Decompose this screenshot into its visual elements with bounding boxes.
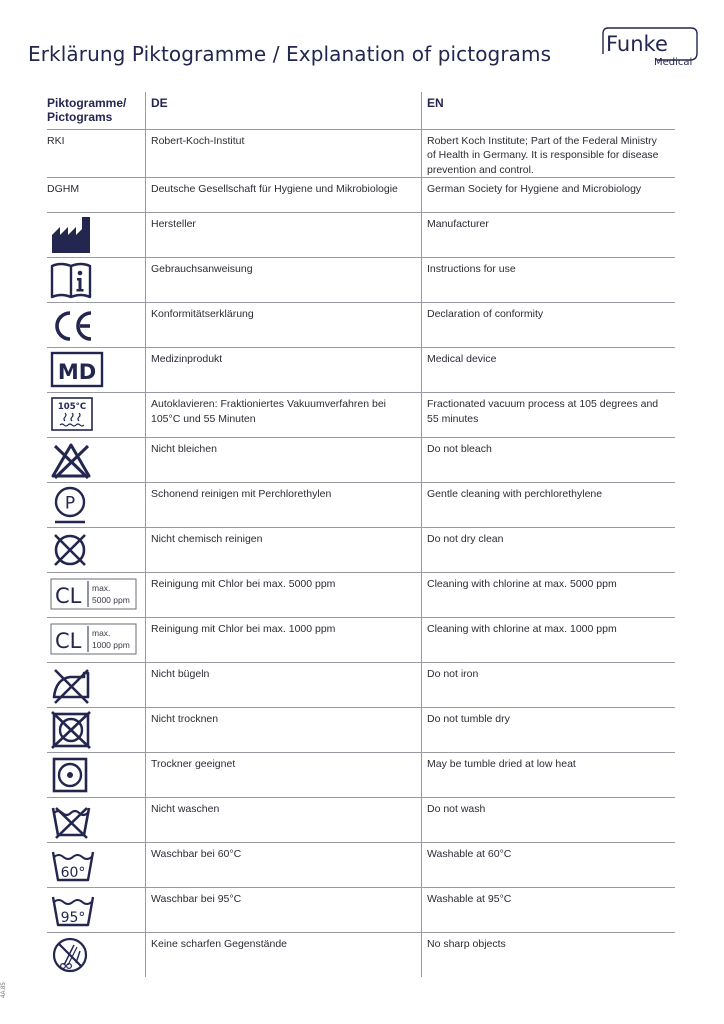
- chlorine-5000-icon: [50, 575, 140, 615]
- wash-95-icon: [50, 890, 98, 930]
- do-not-wash-icon: [50, 800, 94, 840]
- header-de: DE: [146, 92, 422, 129]
- de-cell: Nicht chemisch reinigen: [146, 528, 422, 573]
- de-cell: Keine scharfen Gegenstände: [146, 933, 422, 977]
- svg-text:105°C: 105°C: [57, 402, 87, 413]
- de-cell: Konformitätserklärung: [146, 303, 422, 348]
- pictogram-cell: [47, 708, 146, 753]
- de-cell: Autoklavieren: Fraktioniertes Vakuumverfahren bei 105°C und 55 Minuten: [146, 393, 422, 438]
- no-sharp-objects-icon: [50, 935, 94, 975]
- en-cell: Cleaning with chlorine at max. 1000 ppm: [422, 618, 676, 663]
- pictogram-cell: [47, 798, 146, 843]
- de-cell: Waschbar bei 95°C: [146, 888, 422, 933]
- en-cell: Manufacturer: [422, 213, 676, 258]
- table-row: [47, 798, 675, 843]
- pictogram-cell: [47, 303, 146, 348]
- de-cell: Nicht bleichen: [146, 438, 422, 483]
- en-cell: Washable at 60°C: [422, 843, 676, 888]
- funke-medical-logo: [602, 27, 698, 67]
- table-row: [47, 393, 675, 438]
- de-cell: Waschbar bei 60°C: [146, 843, 422, 888]
- de-cell: Nicht bügeln: [146, 663, 422, 708]
- do-not-tumble-dry-icon: [50, 710, 94, 750]
- pictogram-cell: [47, 438, 146, 483]
- pictogram-cell: [47, 888, 146, 933]
- table-row: [47, 348, 675, 393]
- table-row: [47, 528, 675, 573]
- table-row: [47, 483, 675, 528]
- pictogram-cell: [47, 753, 146, 798]
- de-cell: Reinigung mit Chlor bei max. 1000 ppm: [146, 618, 422, 663]
- svg-text:max.: max.: [92, 628, 111, 639]
- de-cell: Nicht trocknen: [146, 708, 422, 753]
- table-row: [47, 663, 675, 708]
- header-pictogram: Piktogramme/ Pictograms: [47, 96, 127, 125]
- svg-text:95°: 95°: [60, 910, 86, 927]
- pictogram-cell: [47, 348, 146, 393]
- instructions-for-use-icon: [50, 260, 94, 300]
- autoclave-icon: [50, 395, 100, 435]
- en-cell: May be tumble dried at low heat: [422, 753, 676, 798]
- svg-text:60°: 60°: [60, 865, 86, 882]
- en-cell: Fractionated vacuum process at 105 degrees and 55 minutes: [422, 393, 676, 438]
- pictogram-cell: [47, 663, 146, 708]
- table-row: [47, 843, 675, 888]
- en-cell: Robert Koch Institute; Part of the Federal Ministry of Health in Germany. It is responsible for disease prevention and control.: [422, 129, 676, 177]
- pictogram-cell: [47, 933, 146, 977]
- en-cell: Washable at 95°C: [422, 888, 676, 933]
- svg-text:P: P: [64, 493, 76, 514]
- de-cell: Hersteller: [146, 213, 422, 258]
- document-code: 4A.85: [1, 982, 7, 998]
- table-row: [47, 573, 675, 618]
- table-row: [47, 258, 675, 303]
- do-not-bleach-icon: [50, 440, 94, 480]
- svg-text:CL: CL: [55, 629, 82, 654]
- pictogram-cell: [47, 393, 146, 438]
- en-cell: Do not iron: [422, 663, 676, 708]
- de-cell: Gebrauchsanweisung: [146, 258, 422, 303]
- svg-text:MD: MD: [57, 360, 97, 385]
- page-title: Erklärung Piktogramme / Explanation of pictograms: [28, 42, 552, 66]
- en-cell: Instructions for use: [422, 258, 676, 303]
- wash-60-icon: [50, 845, 98, 885]
- do-not-iron-icon: [50, 665, 94, 705]
- en-cell: Do not tumble dry: [422, 708, 676, 753]
- chlorine-1000-icon: [50, 620, 140, 660]
- medical-device-icon: [50, 350, 106, 390]
- svg-text:CL: CL: [55, 584, 82, 609]
- perchlorethylene-icon: [50, 485, 94, 525]
- en-cell: Do not wash: [422, 798, 676, 843]
- pictogram-cell: [47, 483, 146, 528]
- svg-text:max.: max.: [92, 583, 111, 594]
- table-row: [47, 618, 675, 663]
- tumble-dry-low-icon: [50, 755, 94, 795]
- pictogram-cell: [47, 258, 146, 303]
- table-row: [47, 213, 675, 258]
- table-row: [47, 178, 675, 213]
- pictogram-cell: [47, 573, 146, 618]
- pictogram-label: RKI: [47, 134, 65, 147]
- pictogram-cell: [47, 213, 146, 258]
- pictogram-cell: [47, 843, 146, 888]
- en-cell: Gentle cleaning with perchlorethylene: [422, 483, 676, 528]
- logo-subtitle: Medical: [654, 57, 693, 67]
- header-en: EN: [422, 92, 676, 129]
- pictogram-table: [47, 92, 675, 977]
- do-not-dry-clean-icon: [50, 530, 94, 570]
- pictogram-cell: [47, 618, 146, 663]
- de-cell: Schonend reinigen mit Perchlorethylen: [146, 483, 422, 528]
- de-cell: Reinigung mit Chlor bei max. 5000 ppm: [146, 573, 422, 618]
- svg-text:5000 ppm: 5000 ppm: [92, 595, 130, 606]
- table-row: [47, 708, 675, 753]
- de-cell: Medizinprodukt: [146, 348, 422, 393]
- table-header-row: [47, 92, 675, 129]
- table-row: [47, 888, 675, 933]
- table-row: [47, 753, 675, 798]
- en-cell: Medical device: [422, 348, 676, 393]
- manufacturer-icon: [50, 215, 94, 255]
- de-cell: Robert-Koch-Institut: [146, 129, 422, 177]
- svg-text:1000 ppm: 1000 ppm: [92, 640, 130, 651]
- table-row: [47, 438, 675, 483]
- en-cell: Do not bleach: [422, 438, 676, 483]
- en-cell: Do not dry clean: [422, 528, 676, 573]
- pictogram-cell: [47, 528, 146, 573]
- table-row: [47, 303, 675, 348]
- logo-name: Funke: [606, 32, 668, 56]
- table-row: [47, 129, 675, 177]
- pictogram-label: DGHM: [47, 183, 80, 196]
- de-cell: Nicht waschen: [146, 798, 422, 843]
- en-cell: Cleaning with chlorine at max. 5000 ppm: [422, 573, 676, 618]
- table-row: [47, 933, 675, 977]
- ce-mark-icon: [50, 305, 94, 345]
- en-cell: German Society for Hygiene and Microbiology: [422, 178, 676, 213]
- de-cell: Deutsche Gesellschaft für Hygiene und Mikrobiologie: [146, 178, 422, 213]
- de-cell: Trockner geeignet: [146, 753, 422, 798]
- en-cell: Declaration of conformity: [422, 303, 676, 348]
- en-cell: No sharp objects: [422, 933, 676, 977]
